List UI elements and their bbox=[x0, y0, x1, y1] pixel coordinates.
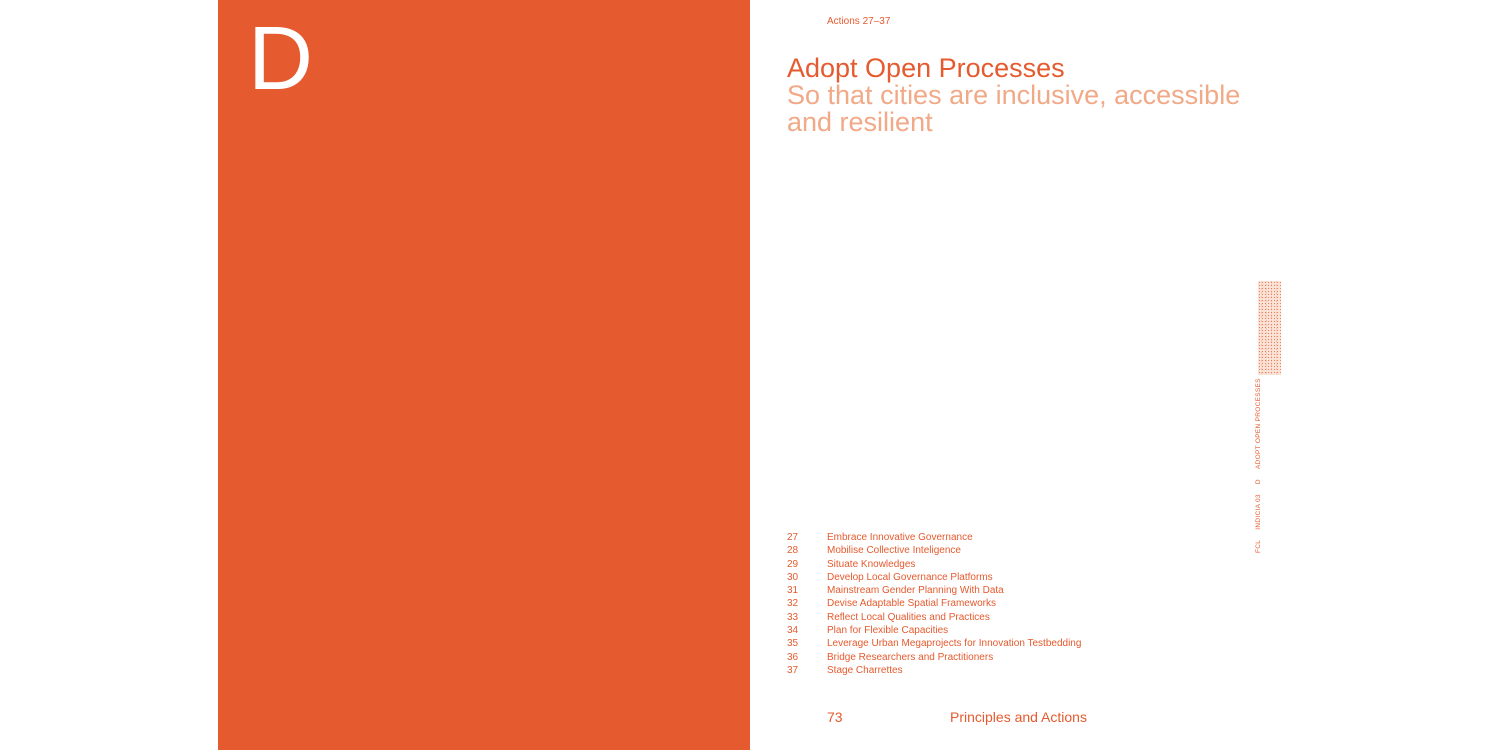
list-item bbox=[787, 584, 1207, 597]
section-letter: D bbox=[248, 9, 311, 109]
list-item bbox=[787, 651, 1207, 664]
action-number: 34 bbox=[787, 625, 799, 637]
list-item bbox=[787, 558, 1207, 571]
action-label: Leverage Urban Megaprojects for Innovation Testbedding bbox=[827, 638, 1082, 650]
action-number: 28 bbox=[787, 545, 799, 557]
action-label: Stage Charrettes bbox=[827, 664, 903, 676]
side-tab-series: INDICIA 03 bbox=[1255, 494, 1262, 530]
list-item bbox=[787, 531, 1207, 544]
action-number: 29 bbox=[787, 558, 799, 570]
list-item bbox=[787, 597, 1207, 610]
page-number: 73 bbox=[827, 709, 843, 725]
action-label: Devise Adaptable Spatial Frameworks bbox=[827, 598, 996, 610]
list-item bbox=[787, 624, 1207, 637]
left-page-orange-panel bbox=[218, 0, 750, 750]
side-tab-section: ADOPT OPEN PROCESSES bbox=[1255, 378, 1262, 469]
vertical-side-tab bbox=[1255, 370, 1263, 553]
list-item bbox=[787, 611, 1207, 624]
action-number: 27 bbox=[787, 532, 799, 543]
speckle-texture-tab bbox=[1258, 281, 1281, 375]
side-tab-publisher: FCL bbox=[1255, 539, 1262, 553]
page-title: Adopt Open Processes bbox=[787, 53, 1065, 83]
action-label: Develop Local Governance Platforms bbox=[827, 571, 993, 583]
action-list bbox=[787, 531, 1207, 677]
footer-title: Principles and Actions bbox=[950, 709, 1087, 725]
action-number: 31 bbox=[787, 585, 799, 597]
action-label: Plan for Flexible Capacities bbox=[827, 625, 949, 637]
action-label: Mainstream Gender Planning With Data bbox=[827, 585, 1004, 597]
action-number: 35 bbox=[787, 638, 799, 650]
action-number: 30 bbox=[787, 571, 799, 583]
action-label: Bridge Researchers and Practitioners bbox=[827, 651, 994, 663]
right-page bbox=[750, 0, 1282, 750]
action-label: Reflect Local Qualities and Practices bbox=[827, 611, 990, 623]
action-label: Situate Knowledges bbox=[827, 558, 916, 570]
page-subtitle: So that cities are inclusive, accessible and resilient bbox=[787, 80, 1241, 137]
list-item bbox=[787, 637, 1207, 650]
action-number: 32 bbox=[787, 598, 799, 610]
action-number: 36 bbox=[787, 651, 799, 663]
action-label: Mobilise Collective Inteligence bbox=[827, 545, 961, 557]
list-item bbox=[787, 571, 1207, 584]
action-label: Embrace Innovative Governance bbox=[827, 532, 973, 543]
side-tab-letter: D bbox=[1255, 479, 1262, 485]
list-item bbox=[787, 544, 1207, 557]
action-number: 37 bbox=[787, 664, 799, 676]
action-number: 33 bbox=[787, 611, 799, 623]
actions-range-label: Actions 27–37 bbox=[827, 16, 891, 27]
list-item bbox=[787, 664, 1207, 677]
